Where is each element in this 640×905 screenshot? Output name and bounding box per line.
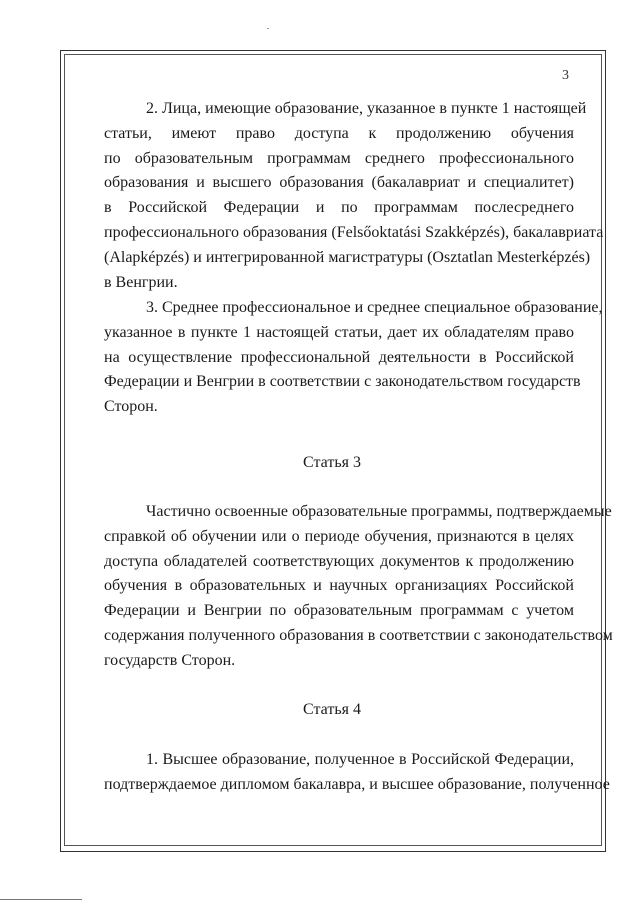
text-line: доступа обладателей соответствующих документов к продолжению	[104, 552, 574, 570]
paragraph	[104, 500, 613, 674]
text-line: 3. Среднее профессиональное и среднее специальное образование,	[146, 299, 603, 316]
article-4-heading: Статья 4	[303, 701, 361, 718]
text-line: на осуществление профессиональной деятельности в Российской	[104, 348, 574, 366]
article-4-paragraph-1	[104, 748, 610, 798]
text-line: в Российской Федерации и по программам послесреднего	[104, 199, 574, 217]
text-line: профессионального образования (Felsőoktatási Szakképzés), бакалавриата	[104, 223, 604, 241]
text-line: статьи, имеют право доступа к продолжению обучения	[104, 124, 574, 142]
text-line: в Венгрии.	[104, 273, 178, 291]
article-3-heading: Статья 3	[303, 454, 361, 471]
article-2-paragraph-2	[104, 97, 604, 295]
text-line: государств Сторон.	[104, 651, 236, 669]
text-line: по образовательным программам среднего профессионального	[104, 149, 574, 167]
text-line: Федерации и Венгрии по образовательным программам с учетом	[104, 602, 574, 620]
scan-speck	[267, 28, 269, 29]
text-line: подтверждаемое дипломом бакалавра, и высшее образование, полученное	[104, 775, 610, 793]
text-line: 1. Высшее образование, полученное в Российской Федерации,	[146, 751, 574, 768]
text-line: (Alapképzés) и интегрированной магистратуры (Osztatlan Mesterképzés)	[104, 248, 591, 266]
article-3-paragraph-1	[104, 500, 613, 674]
paragraph	[104, 97, 604, 295]
text-line: указанное в пункте 1 настоящей статьи, дает их обладателям право	[104, 323, 574, 341]
scan-edge-mark	[0, 899, 82, 900]
text-line: Федерации и Венгрии в соответствии с законодательством государств	[104, 373, 581, 391]
text-line: справкой об обучении или о периоде обучения, признаются в целях	[104, 527, 574, 545]
article-2-paragraph-3	[104, 296, 603, 420]
text-line: образования и высшего образования (бакалавриат и специалитет)	[104, 174, 574, 192]
text-line: 2. Лица, имеющие образование, указанное в пункте 1 настоящей	[146, 100, 587, 117]
text-line: обучения в образовательных и научных организациях Российской	[104, 577, 574, 595]
text-line: Частично освоенные образовательные программы, подтверждаемые	[146, 503, 612, 520]
text-line: содержания полученного образования в соответствии с законодательством	[104, 626, 613, 644]
text-line: Сторон.	[104, 398, 158, 416]
paragraph	[104, 748, 610, 798]
paragraph	[104, 296, 603, 420]
page-number: 3	[562, 68, 569, 83]
